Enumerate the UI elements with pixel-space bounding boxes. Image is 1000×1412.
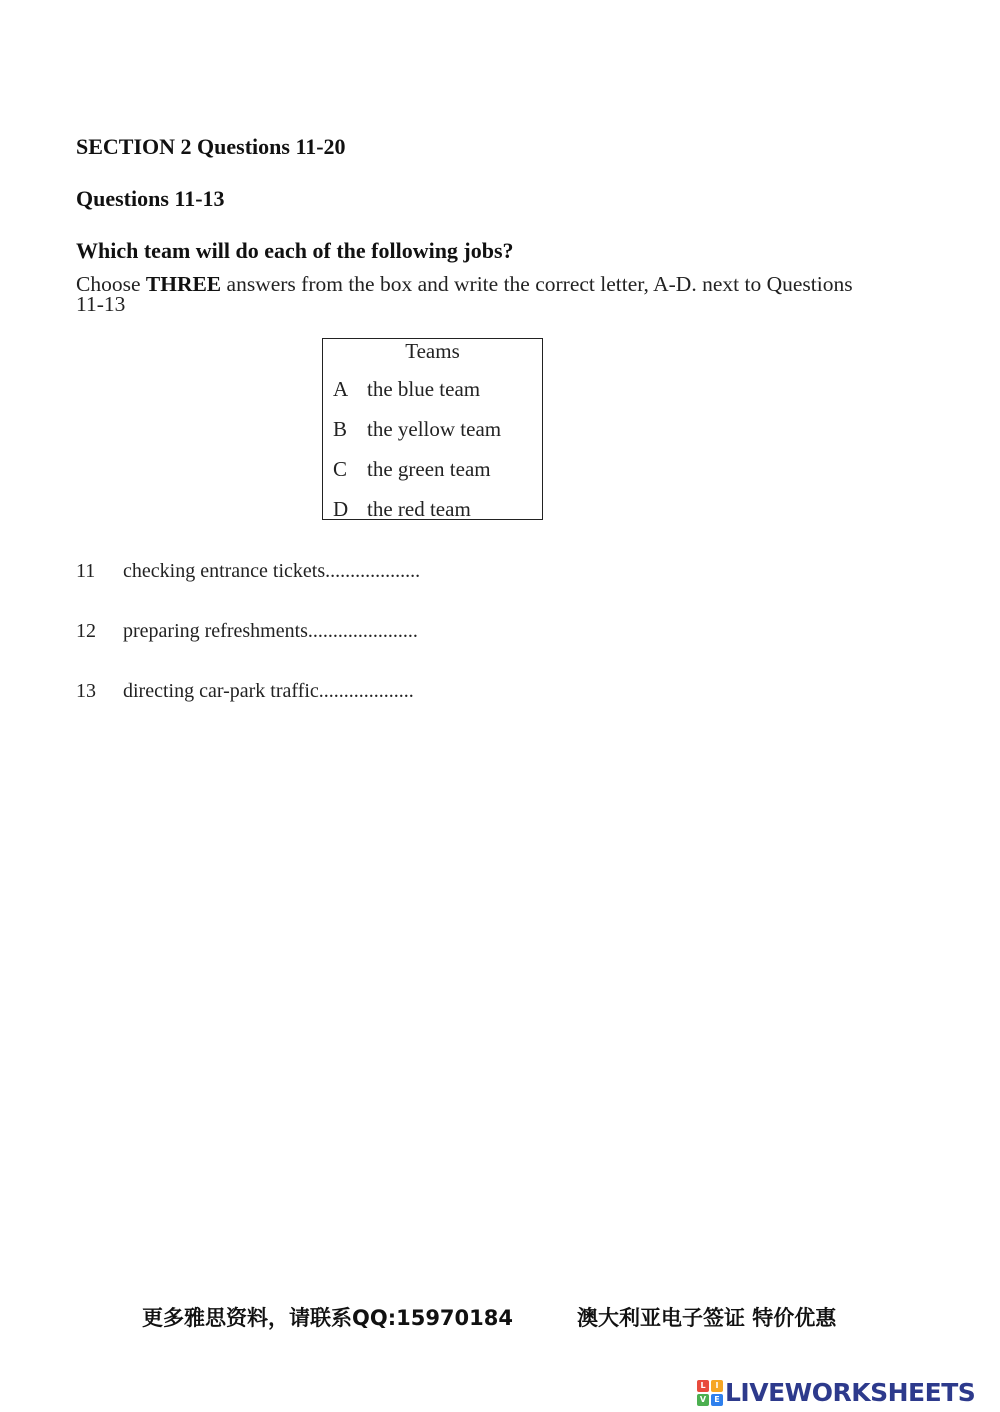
team-letter: D [333, 497, 349, 521]
team-option-c [333, 457, 491, 482]
instructions [76, 274, 856, 314]
liveworksheets-brand[interactable] [697, 1378, 975, 1407]
logo-tile-v: V [697, 1394, 709, 1406]
team-option-a [333, 377, 480, 402]
question-13 [76, 680, 414, 703]
teams-box-header: Teams [405, 339, 460, 363]
answer-blank[interactable]: checking entrance tickets................... [123, 560, 421, 582]
team-label: the green team [367, 457, 491, 481]
question-number: 12 [76, 620, 96, 642]
teams-box [322, 338, 543, 520]
footer-promo-text: 澳大利亚电子签证 特价优惠 [577, 1306, 837, 1330]
section-heading: SECTION 2 Questions 11-20 [76, 134, 346, 159]
team-option-d [333, 497, 471, 522]
question-11 [76, 560, 420, 583]
question-prompt: Which team will do each of the following jobs? [76, 238, 514, 263]
team-label: the red team [367, 497, 471, 521]
logo-tile-i: I [711, 1380, 723, 1392]
instructions-suffix: answers from the box and write the correct letter, A-D. next to Questions 11-13 [76, 272, 853, 316]
answer-blank[interactable]: preparing refreshments...................... [123, 620, 418, 642]
team-option-b [333, 417, 501, 442]
liveworksheets-logo-icon [697, 1380, 723, 1406]
team-label: the yellow team [367, 417, 502, 441]
answer-blank[interactable]: directing car-park traffic................... [123, 680, 414, 702]
logo-tile-l: L [697, 1380, 709, 1392]
team-letter: C [333, 457, 348, 481]
question-number: 11 [76, 560, 96, 582]
brand-name: LIVEWORKSHEETS [725, 1378, 976, 1407]
team-letter: A [333, 377, 349, 401]
footer-contact-text: 更多雅思资料，请联系QQ:15970184 [142, 1306, 513, 1330]
questions-range-heading: Questions 11-13 [76, 186, 225, 211]
question-12 [76, 620, 418, 643]
team-label: the blue team [367, 377, 481, 401]
instructions-emphasis: THREE [145, 272, 222, 296]
instructions-prefix: Choose [76, 272, 146, 296]
question-number: 13 [76, 680, 96, 702]
logo-tile-e: E [711, 1394, 723, 1406]
team-letter: B [333, 417, 348, 441]
